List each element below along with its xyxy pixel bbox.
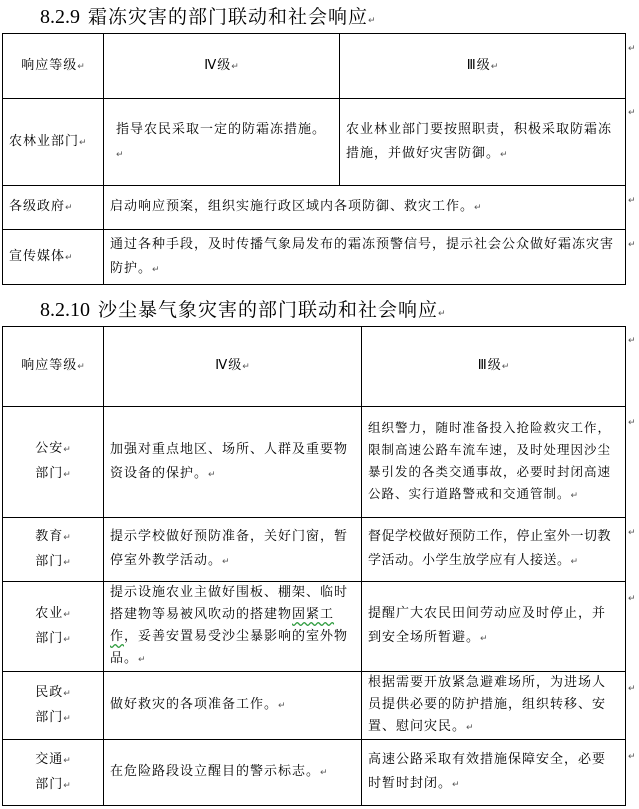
level4-cell: 提示设施农业主做好围板、棚架、临时搭建物等易被风吹动的搭建物固紧工作，妥善安置易受沙尘暴影响的室外物品。↵ bbox=[104, 582, 362, 672]
dept-cell: 农林业部门↵ bbox=[3, 99, 104, 186]
table-row bbox=[3, 186, 626, 230]
row-end-mark: ↵ bbox=[628, 594, 636, 604]
level3-cell: 农业林业部门要按照职责，积极采取防霜冻措施，并做好灾害防御。↵ bbox=[340, 99, 626, 186]
dept-cell: 宣传媒体↵ bbox=[3, 230, 104, 285]
level3-cell: 高速公路采取有效措施保障安全，必要时暂时封闭。↵ bbox=[362, 740, 626, 806]
table-header-row bbox=[3, 327, 626, 407]
section-number: 8.2.10 bbox=[40, 299, 90, 321]
header-level-4: Ⅳ级↵ bbox=[104, 327, 362, 407]
level4-cell: 提示学校做好预防准备，关好门窗，暂停室外教学活动。↵ bbox=[104, 518, 362, 582]
sandstorm-response-table bbox=[2, 326, 626, 806]
row-end-mark: ↵ bbox=[628, 196, 636, 206]
dept-cell: 农业↵ 部门↵ bbox=[3, 582, 104, 672]
level3-cell: 根据需要开放紧急避难场所，为进场人员提供必要的防护措施，组织转移、安置、慰问灾民。↵ bbox=[362, 672, 626, 740]
table-row bbox=[3, 99, 626, 186]
row-end-mark: ↵ bbox=[628, 684, 636, 694]
table-header-row bbox=[3, 34, 626, 99]
dept-cell: 教育↵ 部门↵ bbox=[3, 518, 104, 582]
level3-cell: 督促学校做好预防工作，停止室外一切教学活动。小学生放学应有人接送。↵ bbox=[362, 518, 626, 582]
row-end-mark: ↵ bbox=[628, 108, 636, 118]
row-end-mark: ↵ bbox=[628, 336, 636, 346]
level3-cell: 组织警力，随时准备投入抢险救灾工作，限制高速公路车流车速，及时处理因沙尘暴引发的各类交通事故，必要时封闭高速公路、实行道路警戒和交通管制。↵ bbox=[362, 407, 626, 518]
section-title: 霜冻灾害的部门联动和社会响应 bbox=[88, 6, 369, 28]
row-end-mark: ↵ bbox=[628, 752, 636, 762]
table-row bbox=[3, 407, 626, 518]
merged-cell: 启动响应预案，组织实施行政区域内各项防御、救灾工作。↵ bbox=[104, 186, 626, 230]
frost-response-table bbox=[2, 33, 626, 285]
header-level-3: Ⅲ级↵ bbox=[340, 34, 626, 99]
row-end-mark: ↵ bbox=[628, 44, 636, 54]
dept-cell: 民政↵ 部门↵ bbox=[3, 672, 104, 740]
header-level-4: Ⅳ级↵ bbox=[104, 34, 340, 99]
level4-cell: 做好救灾的各项准备工作。↵ bbox=[104, 672, 362, 740]
row-end-mark: ↵ bbox=[628, 418, 636, 428]
dept-cell: 交通↵ 部门↵ bbox=[3, 740, 104, 806]
header-level-3: Ⅲ级↵ bbox=[362, 327, 626, 407]
level3-cell: 提醒广大农民田间劳动应及时停止，并到安全场所暂避。↵ bbox=[362, 582, 626, 672]
header-response-level: 响应等级↵ bbox=[3, 327, 104, 407]
level4-cell: 加强对重点地区、场所、人群及重要物资设备的保护。↵ bbox=[104, 407, 362, 518]
table-row bbox=[3, 518, 626, 582]
table-row bbox=[3, 230, 626, 285]
section-heading-sandstorm: 8.2.10 沙尘暴气象灾害的部门联动和社会响应↵ bbox=[40, 299, 446, 321]
section-title: 沙尘暴气象灾害的部门联动和社会响应 bbox=[98, 299, 439, 321]
dept-cell: 公安↵ 部门↵ bbox=[3, 407, 104, 518]
level4-cell: 在危险路段设立醒目的警示标志。↵ bbox=[104, 740, 362, 806]
level4-cell: 指导农民采取一定的防霜冻措施。↵ bbox=[104, 99, 340, 186]
table-row bbox=[3, 582, 626, 672]
merged-cell: 通过各种手段，及时传播气象局发布的霜冻预警信号，提示社会公众做好霜冻灾害防护。↵ bbox=[104, 230, 626, 285]
dept-cell: 各级政府↵ bbox=[3, 186, 104, 230]
section-heading-frost: 8.2.9 霜冻灾害的部门联动和社会响应↵ bbox=[40, 6, 376, 28]
header-response-level: 响应等级↵ bbox=[3, 34, 104, 99]
table-row bbox=[3, 672, 626, 740]
section-number: 8.2.9 bbox=[40, 6, 80, 28]
row-end-mark: ↵ bbox=[628, 528, 636, 538]
row-end-mark: ↵ bbox=[628, 240, 636, 250]
table-row bbox=[3, 740, 626, 806]
